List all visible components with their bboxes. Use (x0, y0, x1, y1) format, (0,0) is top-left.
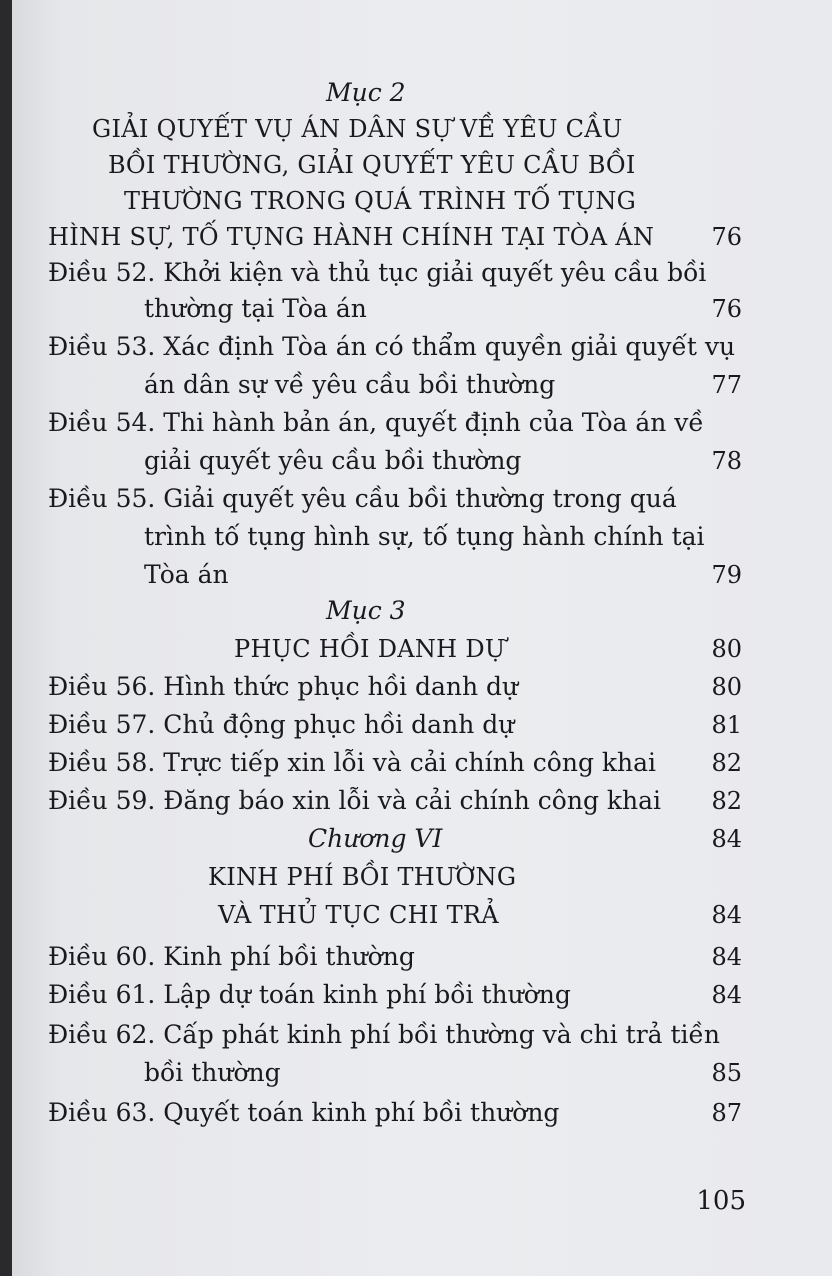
toc-entry-dieu-62: Điều 62. Cấp phát kinh phí bồi thường và chi trả tiền (48, 1020, 721, 1049)
toc-entry-continuation: án dân sự về yêu cầu bồi thường (144, 370, 556, 399)
folio-page-number: 105 (696, 1186, 746, 1216)
toc-entry-dieu-63: Điều 63. Quyết toán kinh phí bồi thường (48, 1098, 560, 1127)
page-number: 82 (711, 787, 742, 815)
page-number: 84 (711, 825, 742, 853)
toc-entry-continuation: trình tố tụng hình sự, tố tụng hành chính tại (144, 522, 705, 551)
toc-entry-continuation: thường tại Tòa án (144, 294, 367, 323)
toc-entry-dieu-56: Điều 56. Hình thức phục hồi danh dự (48, 672, 519, 701)
section-title: PHỤC HỒI DANH DỰ (234, 635, 506, 663)
section-title-line: GIẢI QUYẾT VỤ ÁN DÂN SỰ VỀ YÊU CẦU (92, 115, 623, 143)
page-number: 84 (711, 901, 742, 929)
page-number: 84 (711, 981, 742, 1009)
section-title-line: THƯỜNG TRONG QUÁ TRÌNH TỐ TỤNG (124, 187, 637, 215)
page-number: 76 (711, 223, 742, 251)
page-number: 84 (711, 943, 742, 971)
page-number: 87 (711, 1099, 742, 1127)
page-number: 79 (711, 561, 742, 589)
toc-entry-dieu-60: Điều 60. Kinh phí bồi thường (48, 942, 415, 971)
toc-entry-dieu-55: Điều 55. Giải quyết yêu cầu bồi thường trong quá (48, 484, 677, 513)
toc-entry-continuation: giải quyết yêu cầu bồi thường (144, 446, 522, 475)
chapter-title-line: VÀ THỦ TỤC CHI TRẢ (218, 901, 499, 929)
page-number: 78 (711, 447, 742, 475)
toc-entry-dieu-61: Điều 61. Lập dự toán kinh phí bồi thường (48, 980, 571, 1009)
chapter-title-line: KINH PHÍ BỒI THƯỜNG (208, 863, 517, 891)
page-number: 80 (711, 635, 742, 663)
toc-entry-dieu-58: Điều 58. Trực tiếp xin lỗi và cải chính công khai (48, 748, 657, 777)
toc-entry-dieu-52: Điều 52. Khởi kiện và thủ tục giải quyết yêu cầu bồi (48, 258, 707, 287)
toc-entry-dieu-53: Điều 53. Xác định Tòa án có thẩm quyền giải quyết vụ (48, 332, 736, 361)
toc-entry-dieu-54: Điều 54. Thi hành bản án, quyết định của Tòa án về (48, 408, 704, 437)
page-number: 80 (711, 673, 742, 701)
toc-entry-dieu-57: Điều 57. Chủ động phục hồi danh dự (48, 710, 515, 739)
section-title-line: HÌNH SỰ, TỐ TỤNG HÀNH CHÍNH TẠI TÒA ÁN (48, 223, 655, 251)
page-number: 76 (711, 295, 742, 323)
chapter-label: Chương VI (308, 824, 443, 853)
section-label-muc-2: Mục 2 (326, 78, 406, 107)
section-title-line: BỒI THƯỜNG, GIẢI QUYẾT YÊU CẦU BỒI (108, 151, 636, 179)
book-page (12, 0, 832, 1276)
section-label-muc-3: Mục 3 (326, 596, 406, 625)
toc-entry-dieu-59: Điều 59. Đăng báo xin lỗi và cải chính công khai (48, 786, 662, 815)
page-number: 81 (711, 711, 742, 739)
toc-entry-continuation: bồi thường (144, 1058, 281, 1087)
toc-entry-continuation: Tòa án (144, 560, 229, 589)
page-number: 82 (711, 749, 742, 777)
page-number: 77 (711, 371, 742, 399)
page-number: 85 (711, 1059, 742, 1087)
